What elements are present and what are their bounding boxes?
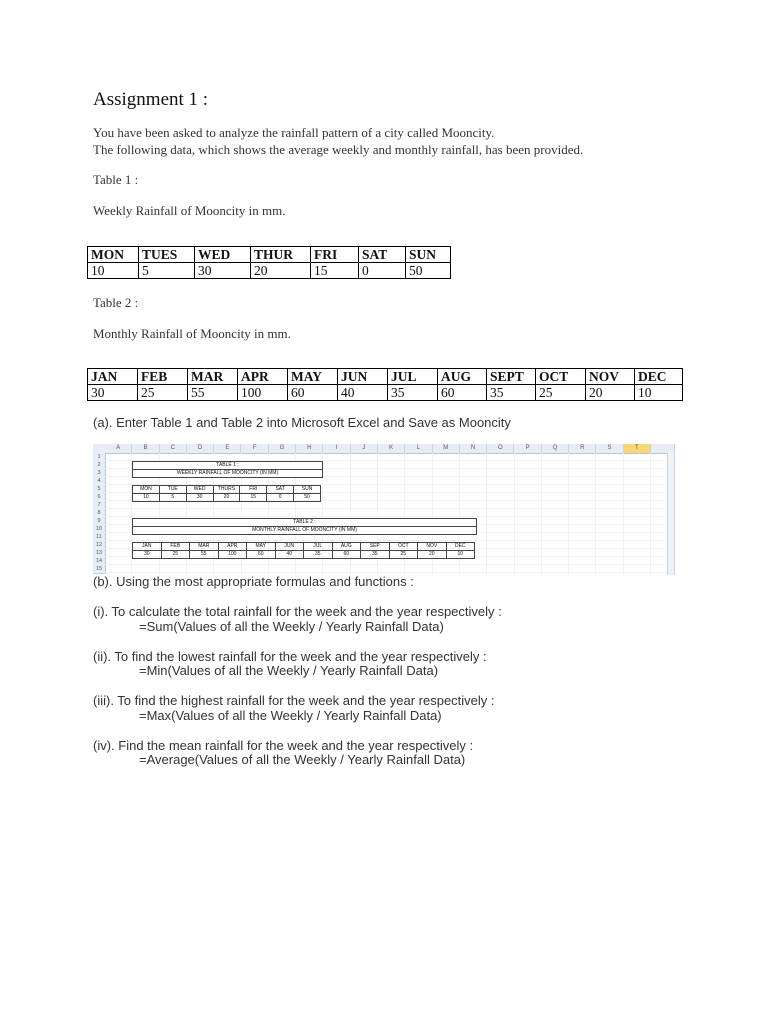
row-header-6[interactable]: 6	[93, 493, 106, 502]
row-header-10[interactable]: 10	[93, 525, 106, 534]
sheet-cell[interactable]: SEP	[361, 543, 390, 551]
gridline	[105, 572, 670, 573]
excel-screenshot	[93, 444, 675, 575]
column-header-j[interactable]: J	[351, 444, 378, 453]
sheet-table1-value-row	[133, 494, 321, 502]
sheet-cell[interactable]: 20	[213, 494, 240, 502]
column-header-o[interactable]: O	[487, 444, 514, 453]
monthly-value-cell: 60	[288, 385, 338, 401]
sheet-cell[interactable]: THURS	[213, 486, 240, 494]
weekly-rainfall-table	[87, 246, 451, 279]
column-header-b[interactable]: B	[132, 444, 159, 453]
sheet-cell[interactable]: 35	[304, 551, 333, 559]
sheet-table1-subtitle: WEEKLY RAINFALL OF MOONCITY (IN MM)	[132, 469, 323, 478]
weekly-value-cell: 5	[139, 263, 195, 279]
monthly-header-cell: JUL	[388, 369, 438, 385]
sheet-cell[interactable]: FRI	[240, 486, 267, 494]
task-b: (b). Using the most appropriate formulas and functions :	[93, 574, 414, 589]
monthly-rainfall-table	[87, 368, 683, 401]
table2-label: Table 2 :	[93, 295, 139, 310]
column-header-p[interactable]: P	[515, 444, 542, 453]
column-header-r[interactable]: R	[569, 444, 596, 453]
weekly-header-cell: FRI	[311, 247, 359, 263]
sheet-cell[interactable]: WED	[186, 486, 213, 494]
sheet-table2	[132, 542, 475, 559]
intro-line-2: The following data, which shows the average weekly and monthly rainfall, has been provided.	[93, 142, 584, 157]
sheet-cell[interactable]: 40	[275, 551, 304, 559]
sheet-cell[interactable]: 25	[389, 551, 418, 559]
row-header-8[interactable]: 8	[93, 509, 106, 518]
monthly-value-cell: 55	[188, 385, 238, 401]
sheet-cell[interactable]: MON	[133, 486, 160, 494]
weekly-value-cell: 10	[88, 263, 139, 279]
row-header-13[interactable]: 13	[93, 549, 106, 558]
weekly-header-cell: THUR	[251, 247, 311, 263]
formula-max: =Max(Values of all the Weekly / Yearly Rainfall Data)	[139, 708, 442, 723]
sheet-cell[interactable]: 100	[218, 551, 247, 559]
weekly-value-cell: 50	[406, 263, 451, 279]
sheet-cell[interactable]: JUL	[304, 543, 333, 551]
column-header-f[interactable]: F	[242, 444, 269, 453]
row-header-12[interactable]: 12	[93, 541, 106, 550]
formula-average: =Average(Values of all the Weekly / Yearly Rainfall Data)	[139, 752, 466, 767]
sheet-cell[interactable]: MAY	[247, 543, 276, 551]
sheet-cell[interactable]: DEC	[446, 543, 475, 551]
vertical-scrollbar[interactable]	[667, 453, 675, 575]
sheet-table2-subtitle: MONTHLY RAINFALL OF MOONCITY (IN MM)	[132, 526, 477, 535]
column-header-g[interactable]: G	[269, 444, 296, 453]
column-header-l[interactable]: L	[405, 444, 432, 453]
table2-caption: Monthly Rainfall of Mooncity in mm.	[93, 326, 291, 341]
weekly-header-row	[88, 247, 451, 263]
monthly-header-cell: OCT	[536, 369, 586, 385]
sheet-cell[interactable]: 10	[133, 494, 160, 502]
row-header-5[interactable]: 5	[93, 485, 106, 494]
monthly-value-cell: 20	[586, 385, 635, 401]
monthly-value-cell: 35	[388, 385, 438, 401]
sheet-cell[interactable]: 60	[247, 551, 276, 559]
sheet-cell[interactable]: 30	[186, 494, 213, 502]
sheet-cell[interactable]: 25	[161, 551, 190, 559]
sheet-table2-value-row	[133, 551, 475, 559]
column-header-h[interactable]: H	[296, 444, 323, 453]
gridline	[105, 564, 670, 565]
sheet-cell[interactable]: AUG	[332, 543, 361, 551]
monthly-value-cell: 60	[438, 385, 487, 401]
sheet-cell[interactable]: 5	[159, 494, 186, 502]
subtask-iv: (iv). Find the mean rainfall for the week and the year respectively :	[93, 738, 474, 753]
row-header-2[interactable]: 2	[93, 461, 106, 470]
row-header-4[interactable]: 4	[93, 477, 106, 486]
page-title: Assignment 1 :	[93, 89, 209, 110]
monthly-header-cell: NOV	[586, 369, 635, 385]
monthly-value-cell: 100	[238, 385, 288, 401]
sheet-cell[interactable]: 50	[294, 494, 321, 502]
monthly-header-cell: MAR	[188, 369, 238, 385]
sheet-table1-title: TABLE 1 :	[132, 461, 323, 470]
column-header-q[interactable]: Q	[542, 444, 569, 453]
monthly-value-cell: 40	[338, 385, 388, 401]
column-header-e[interactable]: E	[214, 444, 241, 453]
sheet-cell[interactable]: NOV	[418, 543, 447, 551]
sheet-cell[interactable]: FEB	[161, 543, 190, 551]
sheet-table1-header-row	[133, 486, 321, 494]
sheet-table2-title: TABLE 2 :	[132, 518, 477, 527]
column-header-m[interactable]: M	[433, 444, 460, 453]
weekly-header-cell: WED	[195, 247, 251, 263]
monthly-header-cell: DEC	[635, 369, 683, 385]
column-header-k[interactable]: K	[378, 444, 405, 453]
row-header-7[interactable]: 7	[93, 501, 106, 510]
weekly-header-cell: SAT	[359, 247, 406, 263]
task-a: (a). Enter Table 1 and Table 2 into Microsoft Excel and Save as Mooncity	[93, 415, 511, 430]
monthly-value-cell: 25	[138, 385, 188, 401]
weekly-value-cell: 20	[251, 263, 311, 279]
column-header-s[interactable]: S	[596, 444, 623, 453]
sheet-cell[interactable]: 10	[446, 551, 475, 559]
sheet-cell[interactable]: JUN	[275, 543, 304, 551]
subtask-ii: (ii). To find the lowest rainfall for the week and the year respectively :	[93, 649, 487, 664]
monthly-value-cell: 35	[487, 385, 536, 401]
gridline	[105, 540, 670, 541]
sheet-cell[interactable]: 60	[332, 551, 361, 559]
sheet-cell[interactable]: SAT	[267, 486, 294, 494]
sheet-cell[interactable]: 15	[240, 494, 267, 502]
sheet-cell[interactable]: TUE	[159, 486, 186, 494]
weekly-value-cell: 30	[195, 263, 251, 279]
row-header-11[interactable]: 11	[93, 533, 106, 542]
row-header-15[interactable]: 15	[93, 565, 106, 574]
monthly-header-cell: AUG	[438, 369, 487, 385]
row-header-1[interactable]: 1	[93, 453, 106, 462]
sheet-cell[interactable]: 20	[418, 551, 447, 559]
sheet-cell[interactable]: 30	[133, 551, 162, 559]
monthly-header-row	[88, 369, 683, 385]
row-header-14[interactable]: 14	[93, 557, 106, 566]
formula-sum: =Sum(Values of all the Weekly / Yearly Rainfall Data)	[139, 619, 444, 634]
weekly-header-cell: TUES	[139, 247, 195, 263]
sheet-cell[interactable]: APR	[218, 543, 247, 551]
subtask-iii: (iii). To find the highest rainfall for the week and the year respectively :	[93, 693, 495, 708]
column-header-a[interactable]: A	[105, 444, 132, 453]
sheet-table2-header-row	[133, 543, 475, 551]
sheet-cell[interactable]: OCT	[389, 543, 418, 551]
table1-label: Table 1 :	[93, 172, 139, 187]
column-header-n[interactable]: N	[460, 444, 487, 453]
row-header-9[interactable]: 9	[93, 517, 106, 526]
sheet-cell[interactable]: 0	[267, 494, 294, 502]
monthly-header-cell: JAN	[88, 369, 138, 385]
column-header-t[interactable]: T	[624, 444, 651, 453]
subtask-i: (i). To calculate the total rainfall for the week and the year respectively :	[93, 604, 502, 619]
table1-caption: Weekly Rainfall of Mooncity in mm.	[93, 203, 286, 218]
monthly-header-cell: FEB	[138, 369, 188, 385]
monthly-header-cell: APR	[238, 369, 288, 385]
weekly-header-cell: SUN	[406, 247, 451, 263]
monthly-header-cell: JUN	[338, 369, 388, 385]
sheet-cell[interactable]: JAN	[133, 543, 162, 551]
sheet-table1	[132, 485, 321, 502]
monthly-header-cell: MAY	[288, 369, 338, 385]
sheet-cell[interactable]: 55	[190, 551, 219, 559]
weekly-header-cell: MON	[88, 247, 139, 263]
weekly-value-cell: 15	[311, 263, 359, 279]
gridline	[105, 516, 670, 517]
sheet-cell[interactable]: MAR	[190, 543, 219, 551]
monthly-value-cell: 10	[635, 385, 683, 401]
gridline	[105, 508, 670, 509]
intro-line-1: You have been asked to analyze the rainfall pattern of a city called Mooncity.	[93, 125, 495, 140]
monthly-header-cell: SEPT	[487, 369, 536, 385]
weekly-value-cell: 0	[359, 263, 406, 279]
sheet-cell[interactable]: SUN	[294, 486, 321, 494]
column-header-c[interactable]: C	[160, 444, 187, 453]
column-header-i[interactable]: I	[323, 444, 350, 453]
column-header-d[interactable]: D	[187, 444, 214, 453]
weekly-value-row	[88, 263, 451, 279]
monthly-value-cell: 30	[88, 385, 138, 401]
sheet-cell[interactable]: 35	[361, 551, 390, 559]
row-header-3[interactable]: 3	[93, 469, 106, 478]
monthly-value-row	[88, 385, 683, 401]
formula-min: =Min(Values of all the Weekly / Yearly Rainfall Data)	[139, 663, 439, 678]
monthly-value-cell: 25	[536, 385, 586, 401]
